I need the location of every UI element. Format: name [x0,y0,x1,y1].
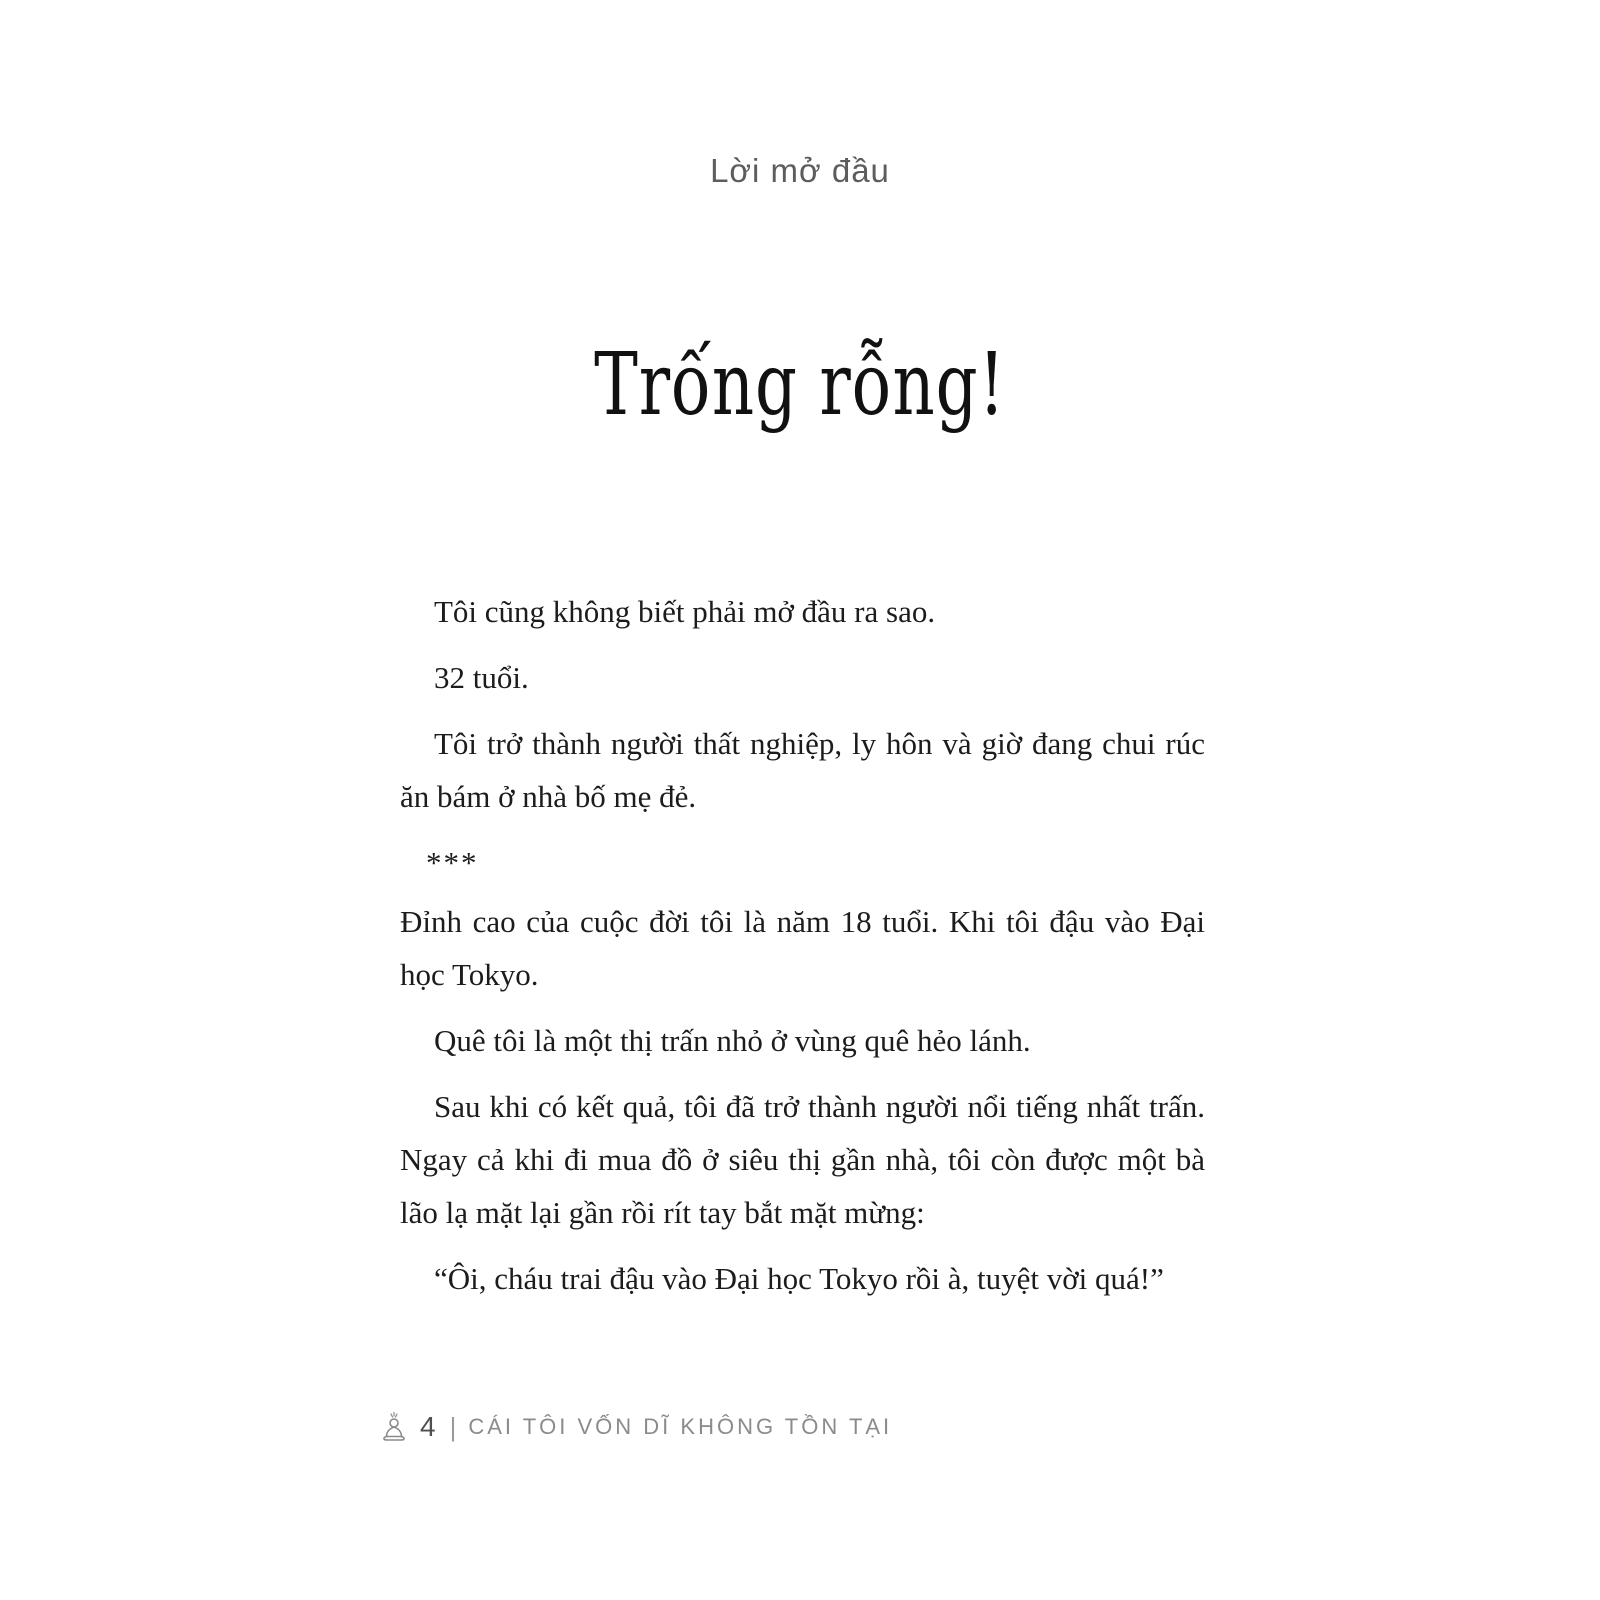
page-number: 4 [420,1411,436,1442]
paragraph: Tôi cũng không biết phải mở đầu ra sao. [434,594,936,629]
paragraph: Sau khi có kết quả, tôi đã trở thành người nổi tiếng nhất trấn. Ngay cả khi đi mua đồ ở siêu thị gần nhà, tôi còn được một bà lão lạ mặt lại gần rồi rít tay bắt mặt mừng: [400,1089,1205,1230]
paragraph: Tôi trở thành người thất nghiệp, ly hôn và giờ đang chui rúc ăn bám ở nhà bố mẹ đẻ. [400,726,1205,814]
body-text [400,585,1205,1318]
footer-separator: | [449,1411,457,1442]
paragraph: Đỉnh cao của cuộc đời tôi là năm 18 tuổi. Khi tôi đậu vào Đại học Tokyo. [400,904,1205,992]
meditating-person-icon [378,1408,410,1446]
chapter-title-text: Trống rỗng! [594,334,1006,435]
paragraph: 32 tuổi. [434,660,529,695]
section-break: *** [426,845,479,880]
paragraph: “Ôi, cháu trai đậu vào Đại học Tokyo rồi à, tuyệt vời quá!” [434,1261,1164,1296]
book-title: CÁI TÔI VỐN DĨ KHÔNG TỒN TẠI [468,1414,893,1439]
chapter-title [0,334,1600,435]
paragraph: Quê tôi là một thị trấn nhỏ ở vùng quê hẻo lánh. [434,1023,1031,1058]
page-footer [378,1405,892,1449]
chapter-header: Lời mở đầu [710,152,890,189]
